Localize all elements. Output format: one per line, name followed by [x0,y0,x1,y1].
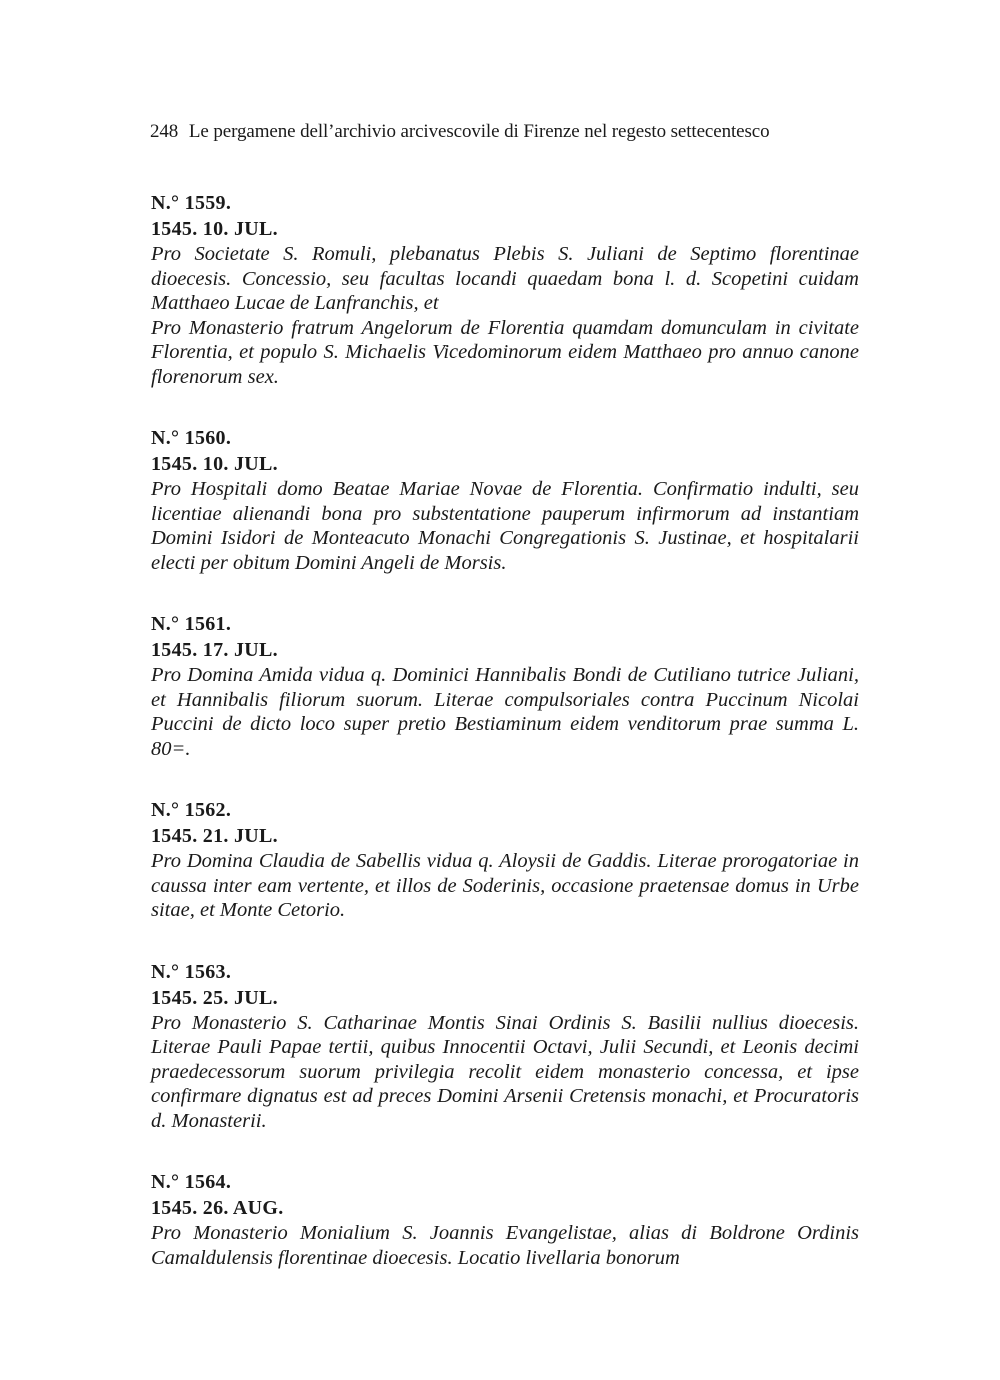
entry-number: N.° 1563. [151,960,232,983]
entry-date: 1545. 25. JUL. [151,986,278,1009]
entry-paragraph: Pro Monasterio Monialium S. Joannis Evangelistae, alias di Boldrone Ordinis Camaldulensis florentinae dioecesis. Locatio livellaria bonorum [151,1222,859,1269]
running-title: Le pergamene dell’archivio arcivescovile di Firenze nel regesto settecentesco [188,121,770,142]
page-number: 248 [150,121,179,142]
running-head [150,120,870,144]
entry-number: N.° 1561. [151,613,232,635]
entry-body [151,849,859,923]
entry [151,797,859,923]
entry-paragraph: Pro Hospitali domo Beatae Mariae Novae de Florentia. Confirmatio indulti, seu licentiae alienandi bona pro substentatione pauperum infirmorum ad instantiam Domini Isidori de Monteacuto Monachi Congregationis S. Justinae, et hospitalarii electi per obitum Domini Angeli de Morsis. [151,478,859,574]
entry-date: 1545. 26. AUG. [151,1197,284,1219]
entry [151,611,859,761]
entry-number: N.° 1564. [151,1171,232,1193]
entry-date: 1545. 10. JUL. [151,453,278,475]
entry-body [151,1221,859,1270]
entries-list [151,190,859,1306]
entry-number: N.° 1562. [151,799,232,821]
entry [151,190,859,389]
entry-date: 1545. 10. JUL. [151,218,278,240]
entry-paragraph: Pro Domina Claudia de Sabellis vidua q. Aloysii de Gaddis. Literae prorogatoriae in caussa inter eam vertente, et illos de Soderinis, occasione praetensae domus in Urbe sitae, et Monte Cetorio. [151,850,859,921]
entry-number: N.° 1559. [151,192,232,214]
entry-number: N.° 1560. [151,427,232,449]
entry-body [151,242,859,389]
entry-body [151,477,859,575]
entry [151,959,859,1134]
entry [151,1169,859,1270]
entry-paragraph: Pro Societate S. Romuli, plebanatus Plebis S. Juliani de Septimo florentinae dioecesis. Concessio, seu facultas locandi quaedam bona l. d. Scopetini cuidam Matthaeo Lucae de Lanfranchis, et [151,243,859,314]
entry-paragraph: Pro Monasterio fratrum Angelorum de Florentia quamdam domunculam in civitate Florentia, et populo S. Michaelis Vicedominorum eidem Matthaeo pro annuo canone florenorum sex. [151,316,859,388]
entry-date: 1545. 17. JUL. [151,639,278,661]
entry-date: 1545. 21. JUL. [151,825,278,847]
entry-paragraph: Pro Domina Amida vidua q. Dominici Hannibalis Bondi de Cutiliano tutrice Juliani, et Hannibalis filiorum suorum. Literae compulsoriales contra Puccinum Nicolai Puccini de dicto loco super pretio Bestiaminum eidem venditorum prae summa L. 80=. [151,664,859,760]
entry [151,425,859,575]
entry-paragraph: Pro Monasterio S. Catharinae Montis Sinai Ordinis S. Basilii nullius dioecesis. Literae Pauli Papae tertii, quibus Innocentii Octavi, Julii Secundi, et Leonis decimi praedecessorum suorum privilegia recolit eidem monasterio concessa, et ipse confirmare dignatus est ad preces Domini Arsenii Cretensis monachi, et Procuratoris d. Monasterii. [151,1011,859,1132]
entry-body [151,1011,859,1134]
entry-body [151,663,859,761]
